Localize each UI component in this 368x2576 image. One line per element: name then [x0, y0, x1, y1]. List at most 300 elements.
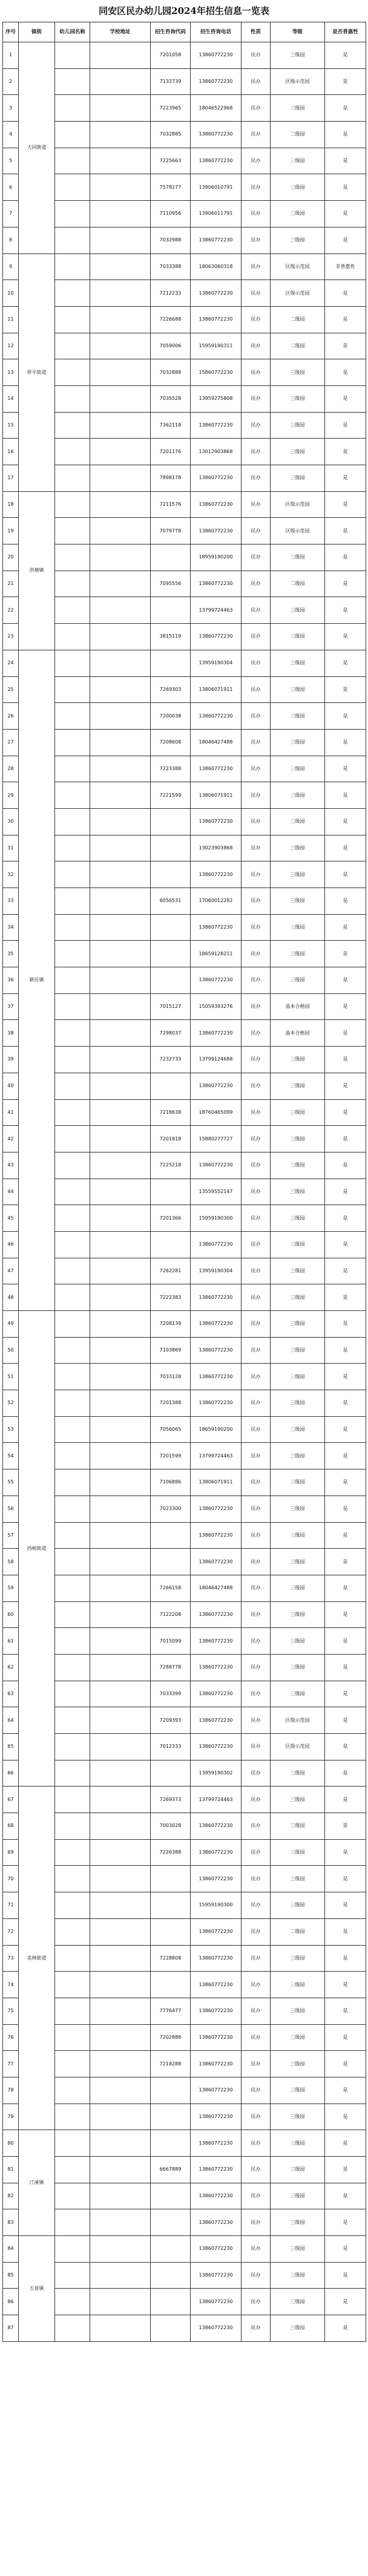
row-name [55, 1892, 90, 1919]
row-index: 53 [3, 1416, 19, 1443]
row-inclusive: 是 [325, 597, 366, 624]
row-nature: 民办 [242, 888, 271, 915]
row-index: 63 [3, 1681, 19, 1707]
row-address [90, 2157, 151, 2183]
row-nature: 民办 [242, 1311, 271, 1338]
row-address [90, 518, 151, 544]
row-phone: 18659190200 [191, 1416, 242, 1443]
row-inclusive: 是 [325, 1073, 366, 1099]
row-code: 7201599 [151, 1443, 191, 1469]
row-phone: 13860772230 [191, 280, 242, 307]
row-grade: 区级示范园 [271, 518, 325, 544]
row-address [90, 570, 151, 597]
row-name [55, 1073, 90, 1099]
row-name [55, 1311, 90, 1338]
row-address [90, 2130, 151, 2157]
row-index: 72 [3, 1918, 19, 1945]
row-index: 47 [3, 1258, 19, 1284]
row-phone: 13860772230 [191, 2315, 242, 2342]
table-row [3, 306, 366, 333]
row-inclusive: 是 [325, 227, 366, 253]
row-grade: 三级园 [271, 359, 325, 386]
row-name [55, 1734, 90, 1760]
row-nature: 民办 [242, 465, 271, 492]
row-code: 7298037 [151, 1020, 191, 1047]
row-nature: 民办 [242, 491, 271, 518]
row-index: 59 [3, 1575, 19, 1601]
row-name [55, 1628, 90, 1655]
table-row [3, 967, 366, 994]
row-address [90, 1178, 151, 1205]
row-index: 52 [3, 1390, 19, 1417]
row-code: 7212233 [151, 280, 191, 307]
row-code [151, 544, 191, 571]
row-index: 51 [3, 1364, 19, 1390]
row-nature: 民办 [242, 2236, 271, 2263]
row-phone: 13860772230 [191, 2183, 242, 2209]
row-inclusive: 是 [325, 1390, 366, 1417]
row-phone: 15059393276 [191, 993, 242, 1020]
row-code [151, 1073, 191, 1099]
row-grade: 三级园 [271, 1813, 325, 1840]
row-name [55, 201, 90, 227]
row-code [151, 967, 191, 994]
row-code [151, 1866, 191, 1892]
table-row [3, 1443, 366, 1469]
row-grade: 基本合格园 [271, 993, 325, 1020]
row-address [90, 1654, 151, 1681]
row-address [90, 914, 151, 941]
row-grade: 三级园 [271, 1945, 325, 1972]
row-index: 58 [3, 1549, 19, 1575]
row-phone: 13860772230 [191, 2077, 242, 2104]
row-grade: 区级示范园 [271, 280, 325, 307]
row-name [55, 1575, 90, 1601]
row-code: 7211576 [151, 491, 191, 518]
row-address [90, 306, 151, 333]
row-inclusive: 是 [325, 1813, 366, 1840]
row-nature: 民办 [242, 1073, 271, 1099]
row-name [55, 1390, 90, 1417]
row-nature: 民办 [242, 174, 271, 201]
table-row [3, 2024, 366, 2051]
row-address [90, 253, 151, 280]
row-grade: 三级园 [271, 1205, 325, 1232]
row-code: 7079778 [151, 518, 191, 544]
row-name [55, 1549, 90, 1575]
row-index: 24 [3, 650, 19, 676]
row-name [55, 1126, 90, 1152]
table-row [3, 756, 366, 782]
row-code: 7132739 [151, 68, 191, 95]
row-grade: 三级园 [271, 1311, 325, 1338]
row-index: 9 [3, 253, 19, 280]
row-code [151, 2262, 191, 2289]
row-code: 7032888 [151, 359, 191, 386]
row-phone: 13959275808 [191, 385, 242, 412]
row-phone: 13860772230 [191, 1628, 242, 1655]
row-index: 32 [3, 861, 19, 888]
row-address [90, 1707, 151, 1734]
table-row [3, 95, 366, 122]
row-name [55, 1787, 90, 1813]
row-name [55, 756, 90, 782]
row-nature: 民办 [242, 967, 271, 994]
row-inclusive: 是 [325, 333, 366, 359]
row-code: 7201176 [151, 439, 191, 465]
row-nature: 民办 [242, 570, 271, 597]
row-index: 37 [3, 993, 19, 1020]
row-nature: 民办 [242, 253, 271, 280]
row-nature: 民办 [242, 2104, 271, 2130]
row-inclusive: 是 [325, 2209, 366, 2236]
table-row [3, 1311, 366, 1338]
row-index: 75 [3, 1998, 19, 2024]
row-grade: 三级园 [271, 1099, 325, 1126]
row-code: 7201366 [151, 1205, 191, 1232]
row-code: 7218638 [151, 1099, 191, 1126]
row-code: 7226388 [151, 1839, 191, 1866]
row-index: 64 [3, 1707, 19, 1734]
row-address [90, 42, 151, 69]
row-index: 68 [3, 1813, 19, 1840]
row-index: 14 [3, 385, 19, 412]
row-index: 76 [3, 2024, 19, 2051]
row-grade: 三级园 [271, 544, 325, 571]
row-index: 20 [3, 544, 19, 571]
row-code: 7223965 [151, 95, 191, 122]
row-address [90, 1020, 151, 1047]
row-address [90, 68, 151, 95]
row-grade: 三级园 [271, 2077, 325, 2104]
row-index: 55 [3, 1469, 19, 1496]
row-phone: 13959190304 [191, 650, 242, 676]
row-index: 65 [3, 1734, 19, 1760]
table-header [3, 22, 366, 42]
row-name [55, 227, 90, 253]
row-grade: 基本合格园 [271, 1020, 325, 1047]
row-phone: 13860772230 [191, 306, 242, 333]
row-phone: 13860772230 [191, 1073, 242, 1099]
row-phone: 13906011791 [191, 201, 242, 227]
row-name [55, 306, 90, 333]
row-code [151, 1522, 191, 1549]
row-nature: 民办 [242, 518, 271, 544]
row-phone: 18046522968 [191, 95, 242, 122]
row-grade: 三级园 [271, 2209, 325, 2236]
row-name [55, 95, 90, 122]
row-address [90, 2051, 151, 2077]
row-inclusive: 是 [325, 1284, 366, 1311]
row-inclusive: 是 [325, 306, 366, 333]
row-code: 7218288 [151, 2051, 191, 2077]
row-nature: 民办 [242, 703, 271, 730]
row-phone: 13860772230 [191, 1390, 242, 1417]
row-phone: 13860772230 [191, 967, 242, 994]
row-nature: 民办 [242, 1813, 271, 1840]
row-address [90, 174, 151, 201]
row-street: 新民镇 [19, 650, 55, 1310]
row-address [90, 597, 151, 624]
row-phone: 13860772230 [191, 1152, 242, 1178]
row-name [55, 439, 90, 465]
row-name [55, 676, 90, 703]
row-address [90, 491, 151, 518]
table-row [3, 650, 366, 676]
row-grade: 三级园 [271, 2157, 325, 2183]
table-row [3, 2104, 366, 2130]
row-index: 7 [3, 201, 19, 227]
row-inclusive: 是 [325, 1178, 366, 1205]
row-grade: 三级园 [271, 1839, 325, 1866]
page-title: 同安区民办幼儿园2024年招生信息一览表 [99, 5, 269, 16]
row-address [90, 676, 151, 703]
row-inclusive: 是 [325, 1707, 366, 1734]
row-grade: 三级园 [271, 2024, 325, 2051]
row-name [55, 2183, 90, 2209]
table-row [3, 2289, 366, 2315]
row-phone: 13860772230 [191, 1972, 242, 1998]
row-phone: 18046427488 [191, 729, 242, 756]
row-grade: 三级园 [271, 465, 325, 492]
table-row [3, 2315, 366, 2342]
table-row [3, 1760, 366, 1787]
row-nature: 民办 [242, 1839, 271, 1866]
row-code: 7232733 [151, 1047, 191, 1073]
row-nature: 民办 [242, 439, 271, 465]
row-grade: 三级园 [271, 808, 325, 835]
table-row [3, 122, 366, 148]
table-row [3, 2157, 366, 2183]
table-row [3, 729, 366, 756]
row-nature: 民办 [242, 1099, 271, 1126]
row-index: 86 [3, 2289, 19, 2315]
row-index: 50 [3, 1337, 19, 1364]
row-grade: 三级园 [271, 835, 325, 861]
row-nature: 民办 [242, 1945, 271, 1972]
row-address [90, 1496, 151, 1522]
row-name [55, 1020, 90, 1047]
row-nature: 民办 [242, 993, 271, 1020]
row-nature: 民办 [242, 2077, 271, 2104]
row-name [55, 359, 90, 386]
row-code [151, 2289, 191, 2315]
row-code: 7012333 [151, 1734, 191, 1760]
row-phone: 13860772230 [191, 2209, 242, 2236]
table-row [3, 1496, 366, 1522]
row-name [55, 122, 90, 148]
row-nature: 民办 [242, 333, 271, 359]
row-name [55, 2077, 90, 2104]
table-row [3, 1813, 366, 1840]
row-street: 汀溪镇 [19, 2130, 55, 2236]
row-name [55, 2289, 90, 2315]
table-row [3, 597, 366, 624]
row-grade: 三级园 [271, 227, 325, 253]
row-grade: 三级园 [271, 1601, 325, 1628]
row-code [151, 2315, 191, 2342]
row-address [90, 1443, 151, 1469]
table-row [3, 148, 366, 174]
row-name [55, 993, 90, 1020]
row-grade: 三级园 [271, 703, 325, 730]
row-phone: 13860772230 [191, 570, 242, 597]
row-index: 67 [3, 1787, 19, 1813]
row-phone: 13799724463 [191, 597, 242, 624]
row-phone: 13860772230 [191, 2104, 242, 2130]
table-row [3, 544, 366, 571]
row-nature: 民办 [242, 280, 271, 307]
row-code: 7106886 [151, 1469, 191, 1496]
row-address [90, 703, 151, 730]
row-address [90, 1734, 151, 1760]
row-inclusive: 是 [325, 1443, 366, 1469]
row-code: 7898178 [151, 465, 191, 492]
row-inclusive: 是 [325, 2289, 366, 2315]
row-grade: 二级园 [271, 122, 325, 148]
row-index: 2 [3, 68, 19, 95]
row-address [90, 1892, 151, 1919]
row-nature: 民办 [242, 861, 271, 888]
table-row [3, 1654, 366, 1681]
row-grade: 三级园 [271, 412, 325, 439]
row-name [55, 1866, 90, 1892]
row-nature: 民办 [242, 1126, 271, 1152]
row-grade: 二级园 [271, 570, 325, 597]
row-inclusive: 是 [325, 993, 366, 1020]
row-index: 27 [3, 729, 19, 756]
row-index: 25 [3, 676, 19, 703]
row-phone: 13860772230 [191, 808, 242, 835]
row-nature: 民办 [242, 1654, 271, 1681]
row-index: 18 [3, 491, 19, 518]
row-index: 79 [3, 2104, 19, 2130]
row-index: 5 [3, 148, 19, 174]
table-row [3, 1073, 366, 1099]
row-grade: 三级园 [271, 597, 325, 624]
table-row [3, 808, 366, 835]
row-grade: 三级园 [271, 1231, 325, 1258]
row-street: 洪塘镇 [19, 491, 55, 650]
row-name [55, 1654, 90, 1681]
row-grade: 三级园 [271, 1892, 325, 1919]
row-phone: 13860772230 [191, 1707, 242, 1734]
row-address [90, 1364, 151, 1390]
row-name [55, 1258, 90, 1284]
row-phone: 13860772230 [191, 412, 242, 439]
row-index: 3 [3, 95, 19, 122]
row-phone: 13860772230 [191, 624, 242, 650]
kindergarten-table [2, 22, 366, 2342]
row-grade: 三级园 [271, 1364, 325, 1390]
row-grade: 三级园 [271, 782, 325, 809]
table-row [3, 253, 366, 280]
row-address [90, 1126, 151, 1152]
row-address [90, 1549, 151, 1575]
table-row [3, 993, 366, 1020]
row-address [90, 1575, 151, 1601]
row-nature: 民办 [242, 2051, 271, 2077]
row-address [90, 2024, 151, 2051]
row-address [90, 1601, 151, 1628]
row-nature: 民办 [242, 1549, 271, 1575]
row-nature: 民办 [242, 756, 271, 782]
row-street: 美林街道 [19, 1787, 55, 2130]
row-address [90, 148, 151, 174]
row-index: 42 [3, 1126, 19, 1152]
row-inclusive: 是 [325, 1416, 366, 1443]
row-nature: 民办 [242, 941, 271, 967]
row-grade: 三级园 [271, 1178, 325, 1205]
row-index: 29 [3, 782, 19, 809]
row-phone: 13799724463 [191, 1443, 242, 1469]
row-name [55, 597, 90, 624]
row-nature: 民办 [242, 1496, 271, 1522]
row-name [55, 2209, 90, 2236]
table-body [3, 42, 366, 2342]
row-nature: 民办 [242, 1601, 271, 1628]
row-inclusive: 是 [325, 624, 366, 650]
row-index: 41 [3, 1099, 19, 1126]
row-inclusive: 是 [325, 1099, 366, 1126]
row-inclusive: 是 [325, 1760, 366, 1787]
row-phone: 15959190311 [191, 333, 242, 359]
table-row [3, 2077, 366, 2104]
row-grade: 区级示范园 [271, 1734, 325, 1760]
table-row [3, 1126, 366, 1152]
row-code: 7201818 [151, 1126, 191, 1152]
row-nature: 民办 [242, 835, 271, 861]
row-grade: 三级园 [271, 888, 325, 915]
table-row [3, 1047, 366, 1073]
row-inclusive: 是 [325, 1126, 366, 1152]
row-inclusive: 是 [325, 1654, 366, 1681]
row-nature: 民办 [242, 1918, 271, 1945]
table-row [3, 1469, 366, 1496]
row-address [90, 2104, 151, 2130]
row-nature: 民办 [242, 1231, 271, 1258]
row-index: 13 [3, 359, 19, 386]
row-code: 7225663 [151, 148, 191, 174]
row-name [55, 385, 90, 412]
row-code: 7223388 [151, 756, 191, 782]
row-name [55, 1918, 90, 1945]
row-address [90, 2209, 151, 2236]
row-address [90, 1152, 151, 1178]
col-header-nature: 性质 [242, 22, 271, 42]
table-row [3, 941, 366, 967]
table-row [3, 1231, 366, 1258]
row-grade: 三级园 [271, 1258, 325, 1284]
row-inclusive: 是 [325, 967, 366, 994]
row-code [151, 2236, 191, 2263]
table-row [3, 1601, 366, 1628]
row-nature: 民办 [242, 1020, 271, 1047]
row-index: 17 [3, 465, 19, 492]
row-name [55, 1813, 90, 1840]
row-inclusive: 是 [325, 1231, 366, 1258]
row-nature: 民办 [242, 1178, 271, 1205]
row-inclusive: 非普惠性 [325, 253, 366, 280]
row-grade: 三级园 [271, 624, 325, 650]
row-phone: 13806071911 [191, 1469, 242, 1496]
row-inclusive: 是 [325, 570, 366, 597]
row-name [55, 1099, 90, 1126]
table-row [3, 2130, 366, 2157]
row-index: 43 [3, 1152, 19, 1178]
row-code: 7208608 [151, 729, 191, 756]
row-code: 7208139 [151, 1311, 191, 1338]
